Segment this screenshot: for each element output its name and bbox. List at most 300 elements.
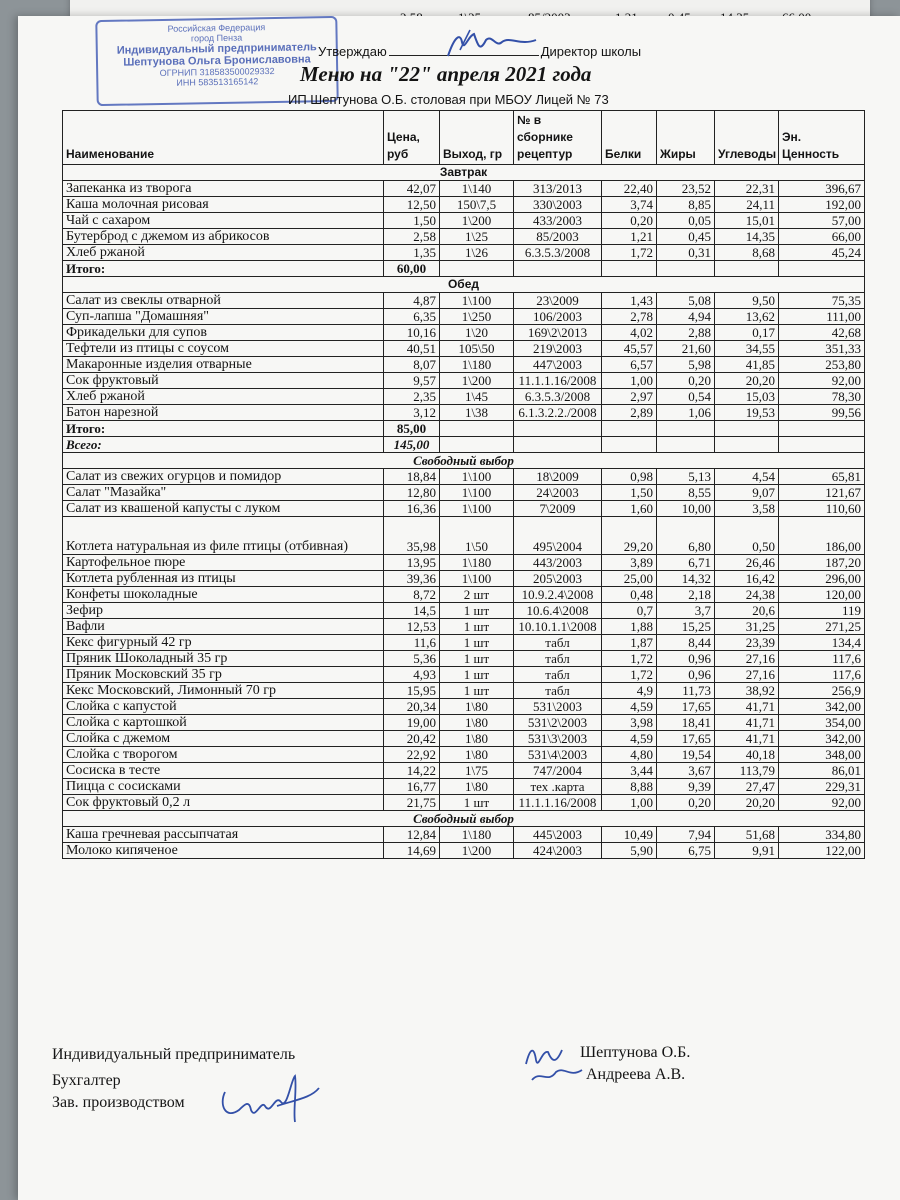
cell-protein: 2,78 [602, 309, 657, 325]
footer-name-accountant: Андреева А.В. [586, 1066, 686, 1083]
cell-energy: 354,00 [779, 715, 865, 731]
cell-protein: 2,89 [602, 405, 657, 421]
cell-recipe: 11.1.1.16/2008 [514, 795, 602, 811]
table-row [63, 357, 865, 373]
section-title: Завтрак [63, 165, 865, 181]
table-row [63, 309, 865, 325]
menu-table-body [63, 165, 865, 859]
cell-fat: 2,88 [657, 325, 715, 341]
cell-carbs: 26,46 [715, 555, 779, 571]
table-row [63, 293, 865, 309]
table-row [63, 245, 865, 261]
table-row [63, 715, 865, 731]
total-label: Итого: [63, 421, 384, 437]
cell-fat: 10,00 [657, 501, 715, 517]
cell-recipe: 106/2003 [514, 309, 602, 325]
cell-carbs: 3,58 [715, 501, 779, 517]
cell-recipe: 531\2\2003 [514, 715, 602, 731]
cell-name: Пряник Шоколадный 35 гр [63, 651, 384, 667]
cell-name: Пицца с сосисками [63, 779, 384, 795]
empty-cell [715, 261, 779, 277]
cell-fat: 5,98 [657, 357, 715, 373]
cell-recipe: 531\3\2003 [514, 731, 602, 747]
cell-price: 18,84 [384, 469, 440, 485]
cell-name: Слойка с картошкой [63, 715, 384, 731]
cell-carbs: 14,35 [715, 229, 779, 245]
cell-energy: 92,00 [779, 795, 865, 811]
cell-fat: 19,54 [657, 747, 715, 763]
cell-price: 12,50 [384, 197, 440, 213]
cell-protein: 1,72 [602, 667, 657, 683]
empty-cell [440, 437, 514, 453]
empty-cell [657, 261, 715, 277]
cell-energy: 396,67 [779, 181, 865, 197]
cell-protein: 0,7 [602, 603, 657, 619]
cell-fat: 3,7 [657, 603, 715, 619]
cell-energy: 45,24 [779, 245, 865, 261]
section-title: Свободный выбор [63, 453, 865, 469]
cell-recipe: 313/2013 [514, 181, 602, 197]
cell-energy: 122,00 [779, 843, 865, 859]
cell-output: 1 шт [440, 635, 514, 651]
cell-protein: 0,98 [602, 469, 657, 485]
cell-protein: 1,21 [602, 229, 657, 245]
table-row [63, 213, 865, 229]
cell-energy: 351,33 [779, 341, 865, 357]
section-title: Свободный выбор [63, 811, 865, 827]
cell-energy: 348,00 [779, 747, 865, 763]
empty-cell [779, 421, 865, 437]
cell-fat: 6,80 [657, 517, 715, 555]
table-row [63, 747, 865, 763]
cell-protein: 3,74 [602, 197, 657, 213]
cell-price: 11,6 [384, 635, 440, 651]
approve-label: Утверждаю [318, 44, 387, 59]
cell-output: 1\100 [440, 501, 514, 517]
cell-price: 13,95 [384, 555, 440, 571]
cell-energy: 120,00 [779, 587, 865, 603]
cell-price: 12,80 [384, 485, 440, 501]
empty-cell [657, 437, 715, 453]
cell-carbs: 113,79 [715, 763, 779, 779]
cell-fat: 9,39 [657, 779, 715, 795]
cell-energy: 92,00 [779, 373, 865, 389]
cell-recipe: 10.6.4\2008 [514, 603, 602, 619]
cell-output: 1\200 [440, 213, 514, 229]
cell-energy: 117,6 [779, 667, 865, 683]
table-row [63, 795, 865, 811]
header-price: Цена, руб [384, 111, 440, 165]
cell-price: 14,5 [384, 603, 440, 619]
cell-recipe: 747/2004 [514, 763, 602, 779]
cell-name: Сосиска в тесте [63, 763, 384, 779]
cell-name: Батон нарезной [63, 405, 384, 421]
cell-recipe: табл [514, 635, 602, 651]
cell-output: 1 шт [440, 619, 514, 635]
table-row [63, 731, 865, 747]
total-label: Всего: [63, 437, 384, 453]
cell-price: 22,92 [384, 747, 440, 763]
cell-name: Слойка с джемом [63, 731, 384, 747]
cell-name: Кекс фигурный 42 гр [63, 635, 384, 651]
table-row [63, 683, 865, 699]
cell-price: 8,72 [384, 587, 440, 603]
cell-price: 1,50 [384, 213, 440, 229]
cell-price: 1,35 [384, 245, 440, 261]
footer-production-head: Зав. производством [52, 1094, 185, 1111]
cell-name: Зефир [63, 603, 384, 619]
cell-name: Котлета натуральная из филе птицы (отбивная) [63, 517, 384, 555]
cell-price: 35,98 [384, 517, 440, 555]
table-row [63, 635, 865, 651]
cell-recipe: 24\2003 [514, 485, 602, 501]
cell-price: 20,42 [384, 731, 440, 747]
cell-name: Пряник Московский 35 гр [63, 667, 384, 683]
footer-entrepreneur: Индивидуальный предприниматель [52, 1046, 296, 1063]
cell-price: 6,35 [384, 309, 440, 325]
cell-energy: 342,00 [779, 699, 865, 715]
cell-carbs: 9,91 [715, 843, 779, 859]
cell-recipe: 447\2003 [514, 357, 602, 373]
cell-output: 1\20 [440, 325, 514, 341]
total-label: Итого: [63, 261, 384, 277]
table-row [63, 587, 865, 603]
table-row [63, 843, 865, 859]
cell-output: 1\100 [440, 293, 514, 309]
cell-fat: 0,96 [657, 651, 715, 667]
cell-name: Сок фруктовый [63, 373, 384, 389]
cell-carbs: 41,71 [715, 699, 779, 715]
cell-carbs: 34,55 [715, 341, 779, 357]
cell-energy: 111,00 [779, 309, 865, 325]
page-subtitle: ИП Шептунова О.Б. столовая при МБОУ Лицей № 73 [288, 92, 609, 107]
cell-energy: 99,56 [779, 405, 865, 421]
cell-fat: 0,54 [657, 389, 715, 405]
table-row [63, 341, 865, 357]
cell-name: Чай с сахаром [63, 213, 384, 229]
cell-recipe: 7\2009 [514, 501, 602, 517]
section-header-row [63, 165, 865, 181]
cell-energy: 186,00 [779, 517, 865, 555]
cell-output: 1\200 [440, 843, 514, 859]
table-row [63, 389, 865, 405]
cell-fat: 0,31 [657, 245, 715, 261]
cell-price: 16,77 [384, 779, 440, 795]
empty-cell [514, 437, 602, 453]
menu-table [62, 110, 865, 859]
cell-energy: 192,00 [779, 197, 865, 213]
table-row [63, 603, 865, 619]
stamp-line: ОГРНИП 318583500029332 [159, 65, 275, 79]
stamp-line: город Пенза [190, 32, 243, 44]
director-signature [440, 28, 550, 62]
cell-recipe: 531\2003 [514, 699, 602, 715]
cell-energy: 121,67 [779, 485, 865, 501]
cell-name: Макаронные изделия отварные [63, 357, 384, 373]
cell-recipe: 10.9.2.4\2008 [514, 587, 602, 603]
cell-protein: 4,80 [602, 747, 657, 763]
cell-output: 1\250 [440, 309, 514, 325]
cell-carbs: 8,68 [715, 245, 779, 261]
table-row [63, 651, 865, 667]
cell-protein: 22,40 [602, 181, 657, 197]
cell-fat: 8,44 [657, 635, 715, 651]
cell-fat: 8,55 [657, 485, 715, 501]
table-row [63, 555, 865, 571]
cell-carbs: 0,50 [715, 517, 779, 555]
table-row [63, 619, 865, 635]
cell-protein: 10,49 [602, 827, 657, 843]
cell-protein: 0,20 [602, 213, 657, 229]
cell-recipe: 219\2003 [514, 341, 602, 357]
production-signature [215, 1070, 325, 1130]
cell-recipe: табл [514, 667, 602, 683]
empty-cell [602, 437, 657, 453]
cell-recipe: 11.1.1.16/2008 [514, 373, 602, 389]
cell-energy: 42,68 [779, 325, 865, 341]
total-row [63, 261, 865, 277]
cell-protein: 1,72 [602, 245, 657, 261]
cell-protein: 8,88 [602, 779, 657, 795]
header-protein: Белки [602, 111, 657, 165]
cell-name: Хлеб ржаной [63, 245, 384, 261]
cell-protein: 1,87 [602, 635, 657, 651]
cell-energy: 342,00 [779, 731, 865, 747]
section-header-row [63, 811, 865, 827]
cell-protein: 25,00 [602, 571, 657, 587]
cell-name: Конфеты шоколадные [63, 587, 384, 603]
cell-carbs: 27,47 [715, 779, 779, 795]
cell-fat: 4,94 [657, 309, 715, 325]
cell-fat: 6,71 [657, 555, 715, 571]
cell-output: 1\80 [440, 747, 514, 763]
cell-name: Котлета рубленная из птицы [63, 571, 384, 587]
footer-name-entrepreneur: Шептунова О.Б. [580, 1044, 691, 1061]
cell-name: Слойка с капустой [63, 699, 384, 715]
cell-price: 16,36 [384, 501, 440, 517]
cell-output: 105\50 [440, 341, 514, 357]
table-row [63, 571, 865, 587]
empty-cell [440, 421, 514, 437]
cell-protein: 1,60 [602, 501, 657, 517]
cell-carbs: 15,03 [715, 389, 779, 405]
cell-fat: 17,65 [657, 731, 715, 747]
cell-fat: 5,13 [657, 469, 715, 485]
cell-fat: 0,45 [657, 229, 715, 245]
page-title: Меню на "22" апреля 2021 года [300, 62, 592, 86]
cell-output: 1\25 [440, 229, 514, 245]
cell-carbs: 16,42 [715, 571, 779, 587]
cell-carbs: 0,17 [715, 325, 779, 341]
cell-output: 1\180 [440, 555, 514, 571]
section-title: Обед [63, 277, 865, 293]
cell-name: Салат "Мазайка" [63, 485, 384, 501]
empty-cell [602, 261, 657, 277]
cell-price: 2,58 [384, 229, 440, 245]
table-row [63, 827, 865, 843]
entrepreneur-signature [520, 1040, 590, 1090]
stamp-line: Российская Федерация [167, 22, 266, 34]
cell-fat: 5,08 [657, 293, 715, 309]
cell-carbs: 15,01 [715, 213, 779, 229]
cell-carbs: 9,07 [715, 485, 779, 501]
empty-cell [514, 421, 602, 437]
cell-price: 12,53 [384, 619, 440, 635]
cell-price: 4,87 [384, 293, 440, 309]
cell-name: Бутерброд с джемом из абрикосов [63, 229, 384, 245]
cell-fat: 7,94 [657, 827, 715, 843]
cell-price: 3,12 [384, 405, 440, 421]
cell-output: 1\80 [440, 779, 514, 795]
cell-recipe: 495\2004 [514, 517, 602, 555]
cell-energy: 296,00 [779, 571, 865, 587]
cell-energy: 75,35 [779, 293, 865, 309]
cell-name: Вафли [63, 619, 384, 635]
empty-cell [779, 437, 865, 453]
cell-carbs: 40,18 [715, 747, 779, 763]
cell-carbs: 27,16 [715, 667, 779, 683]
total-value: 145,00 [384, 437, 440, 453]
cell-protein: 6,57 [602, 357, 657, 373]
cell-price: 14,22 [384, 763, 440, 779]
table-header-row [63, 111, 865, 165]
cell-name: Картофельное пюре [63, 555, 384, 571]
empty-cell [440, 261, 514, 277]
stamp-line: ИНН 583513165142 [176, 76, 259, 88]
cell-output: 1\140 [440, 181, 514, 197]
cell-name: Запеканка из творога [63, 181, 384, 197]
cell-recipe: 6.3.5.3/2008 [514, 389, 602, 405]
cell-carbs: 4,54 [715, 469, 779, 485]
cell-fat: 15,25 [657, 619, 715, 635]
cell-name: Суп-лапша "Домашняя" [63, 309, 384, 325]
cell-carbs: 31,25 [715, 619, 779, 635]
cell-name: Хлеб ржаной [63, 389, 384, 405]
cell-protein: 1,88 [602, 619, 657, 635]
cell-protein: 1,00 [602, 795, 657, 811]
cell-recipe: 10.10.1.1\2008 [514, 619, 602, 635]
empty-cell [715, 437, 779, 453]
cell-protein: 1,00 [602, 373, 657, 389]
table-row [63, 699, 865, 715]
cell-fat: 0,96 [657, 667, 715, 683]
cell-output: 1\45 [440, 389, 514, 405]
cell-energy: 65,81 [779, 469, 865, 485]
cell-protein: 1,50 [602, 485, 657, 501]
cell-recipe: тех .карта [514, 779, 602, 795]
cell-fat: 6,75 [657, 843, 715, 859]
header-energy: Эн. Ценность [779, 111, 865, 165]
cell-protein: 0,48 [602, 587, 657, 603]
cell-carbs: 20,20 [715, 373, 779, 389]
cell-price: 2,35 [384, 389, 440, 405]
total-row [63, 437, 865, 453]
cell-output: 1\75 [440, 763, 514, 779]
cell-carbs: 23,39 [715, 635, 779, 651]
cell-output: 1\100 [440, 485, 514, 501]
header-carbs: Углеводы [715, 111, 779, 165]
cell-energy: 119 [779, 603, 865, 619]
empty-cell [715, 421, 779, 437]
cell-recipe: 205\2003 [514, 571, 602, 587]
cell-output: 1\200 [440, 373, 514, 389]
cell-protein: 4,59 [602, 699, 657, 715]
cell-fat: 2,18 [657, 587, 715, 603]
cell-energy: 134,4 [779, 635, 865, 651]
table-row [63, 229, 865, 245]
cell-recipe: 6.1.3.2.2./2008 [514, 405, 602, 421]
cell-output: 1\100 [440, 571, 514, 587]
total-value: 85,00 [384, 421, 440, 437]
stamp-line: Шептунова Ольга Брониславовна [123, 53, 311, 69]
cell-fat: 14,32 [657, 571, 715, 587]
cell-name: Каша гречневая рассыпчатая [63, 827, 384, 843]
cell-energy: 86,01 [779, 763, 865, 779]
cell-price: 20,34 [384, 699, 440, 715]
cell-name: Сок фруктовый 0,2 л [63, 795, 384, 811]
header-recipe: № в сборнике рецептур [514, 111, 602, 165]
cell-price: 40,51 [384, 341, 440, 357]
cell-energy: 271,25 [779, 619, 865, 635]
cell-fat: 21,60 [657, 341, 715, 357]
cell-protein: 1,72 [602, 651, 657, 667]
cell-protein: 2,97 [602, 389, 657, 405]
cell-price: 21,75 [384, 795, 440, 811]
cell-recipe: 18\2009 [514, 469, 602, 485]
cell-energy: 66,00 [779, 229, 865, 245]
cell-recipe: 6.3.5.3/2008 [514, 245, 602, 261]
cell-price: 4,93 [384, 667, 440, 683]
cell-fat: 8,85 [657, 197, 715, 213]
cell-recipe: 23\2009 [514, 293, 602, 309]
cell-energy: 117,6 [779, 651, 865, 667]
cell-name: Молоко кипяченое [63, 843, 384, 859]
total-value: 60,00 [384, 261, 440, 277]
footer-accountant: Бухгалтер [52, 1072, 121, 1089]
cell-name: Каша молочная рисовая [63, 197, 384, 213]
empty-cell [602, 421, 657, 437]
cell-output: 1\80 [440, 715, 514, 731]
cell-fat: 17,65 [657, 699, 715, 715]
cell-recipe: 443/2003 [514, 555, 602, 571]
cell-price: 12,84 [384, 827, 440, 843]
cell-carbs: 24,11 [715, 197, 779, 213]
cell-output: 1 шт [440, 667, 514, 683]
cell-output: 1\50 [440, 517, 514, 555]
cell-output: 1\80 [440, 731, 514, 747]
cell-energy: 334,80 [779, 827, 865, 843]
table-row [63, 779, 865, 795]
cell-carbs: 20,6 [715, 603, 779, 619]
cell-name: Кекс Московский, Лимонный 70 гр [63, 683, 384, 699]
cell-name: Тефтели из птицы с соусом [63, 341, 384, 357]
cell-energy: 78,30 [779, 389, 865, 405]
table-row [63, 667, 865, 683]
cell-output: 1 шт [440, 651, 514, 667]
cell-price: 8,07 [384, 357, 440, 373]
cell-carbs: 19,53 [715, 405, 779, 421]
cell-energy: 256,9 [779, 683, 865, 699]
cell-protein: 1,43 [602, 293, 657, 309]
cell-price: 10,16 [384, 325, 440, 341]
cell-output: 150\7,5 [440, 197, 514, 213]
cell-recipe: 169\2\2013 [514, 325, 602, 341]
cell-energy: 57,00 [779, 213, 865, 229]
cell-recipe: 424\2003 [514, 843, 602, 859]
cell-protein: 4,9 [602, 683, 657, 699]
cell-output: 1 шт [440, 795, 514, 811]
cell-output: 1\26 [440, 245, 514, 261]
